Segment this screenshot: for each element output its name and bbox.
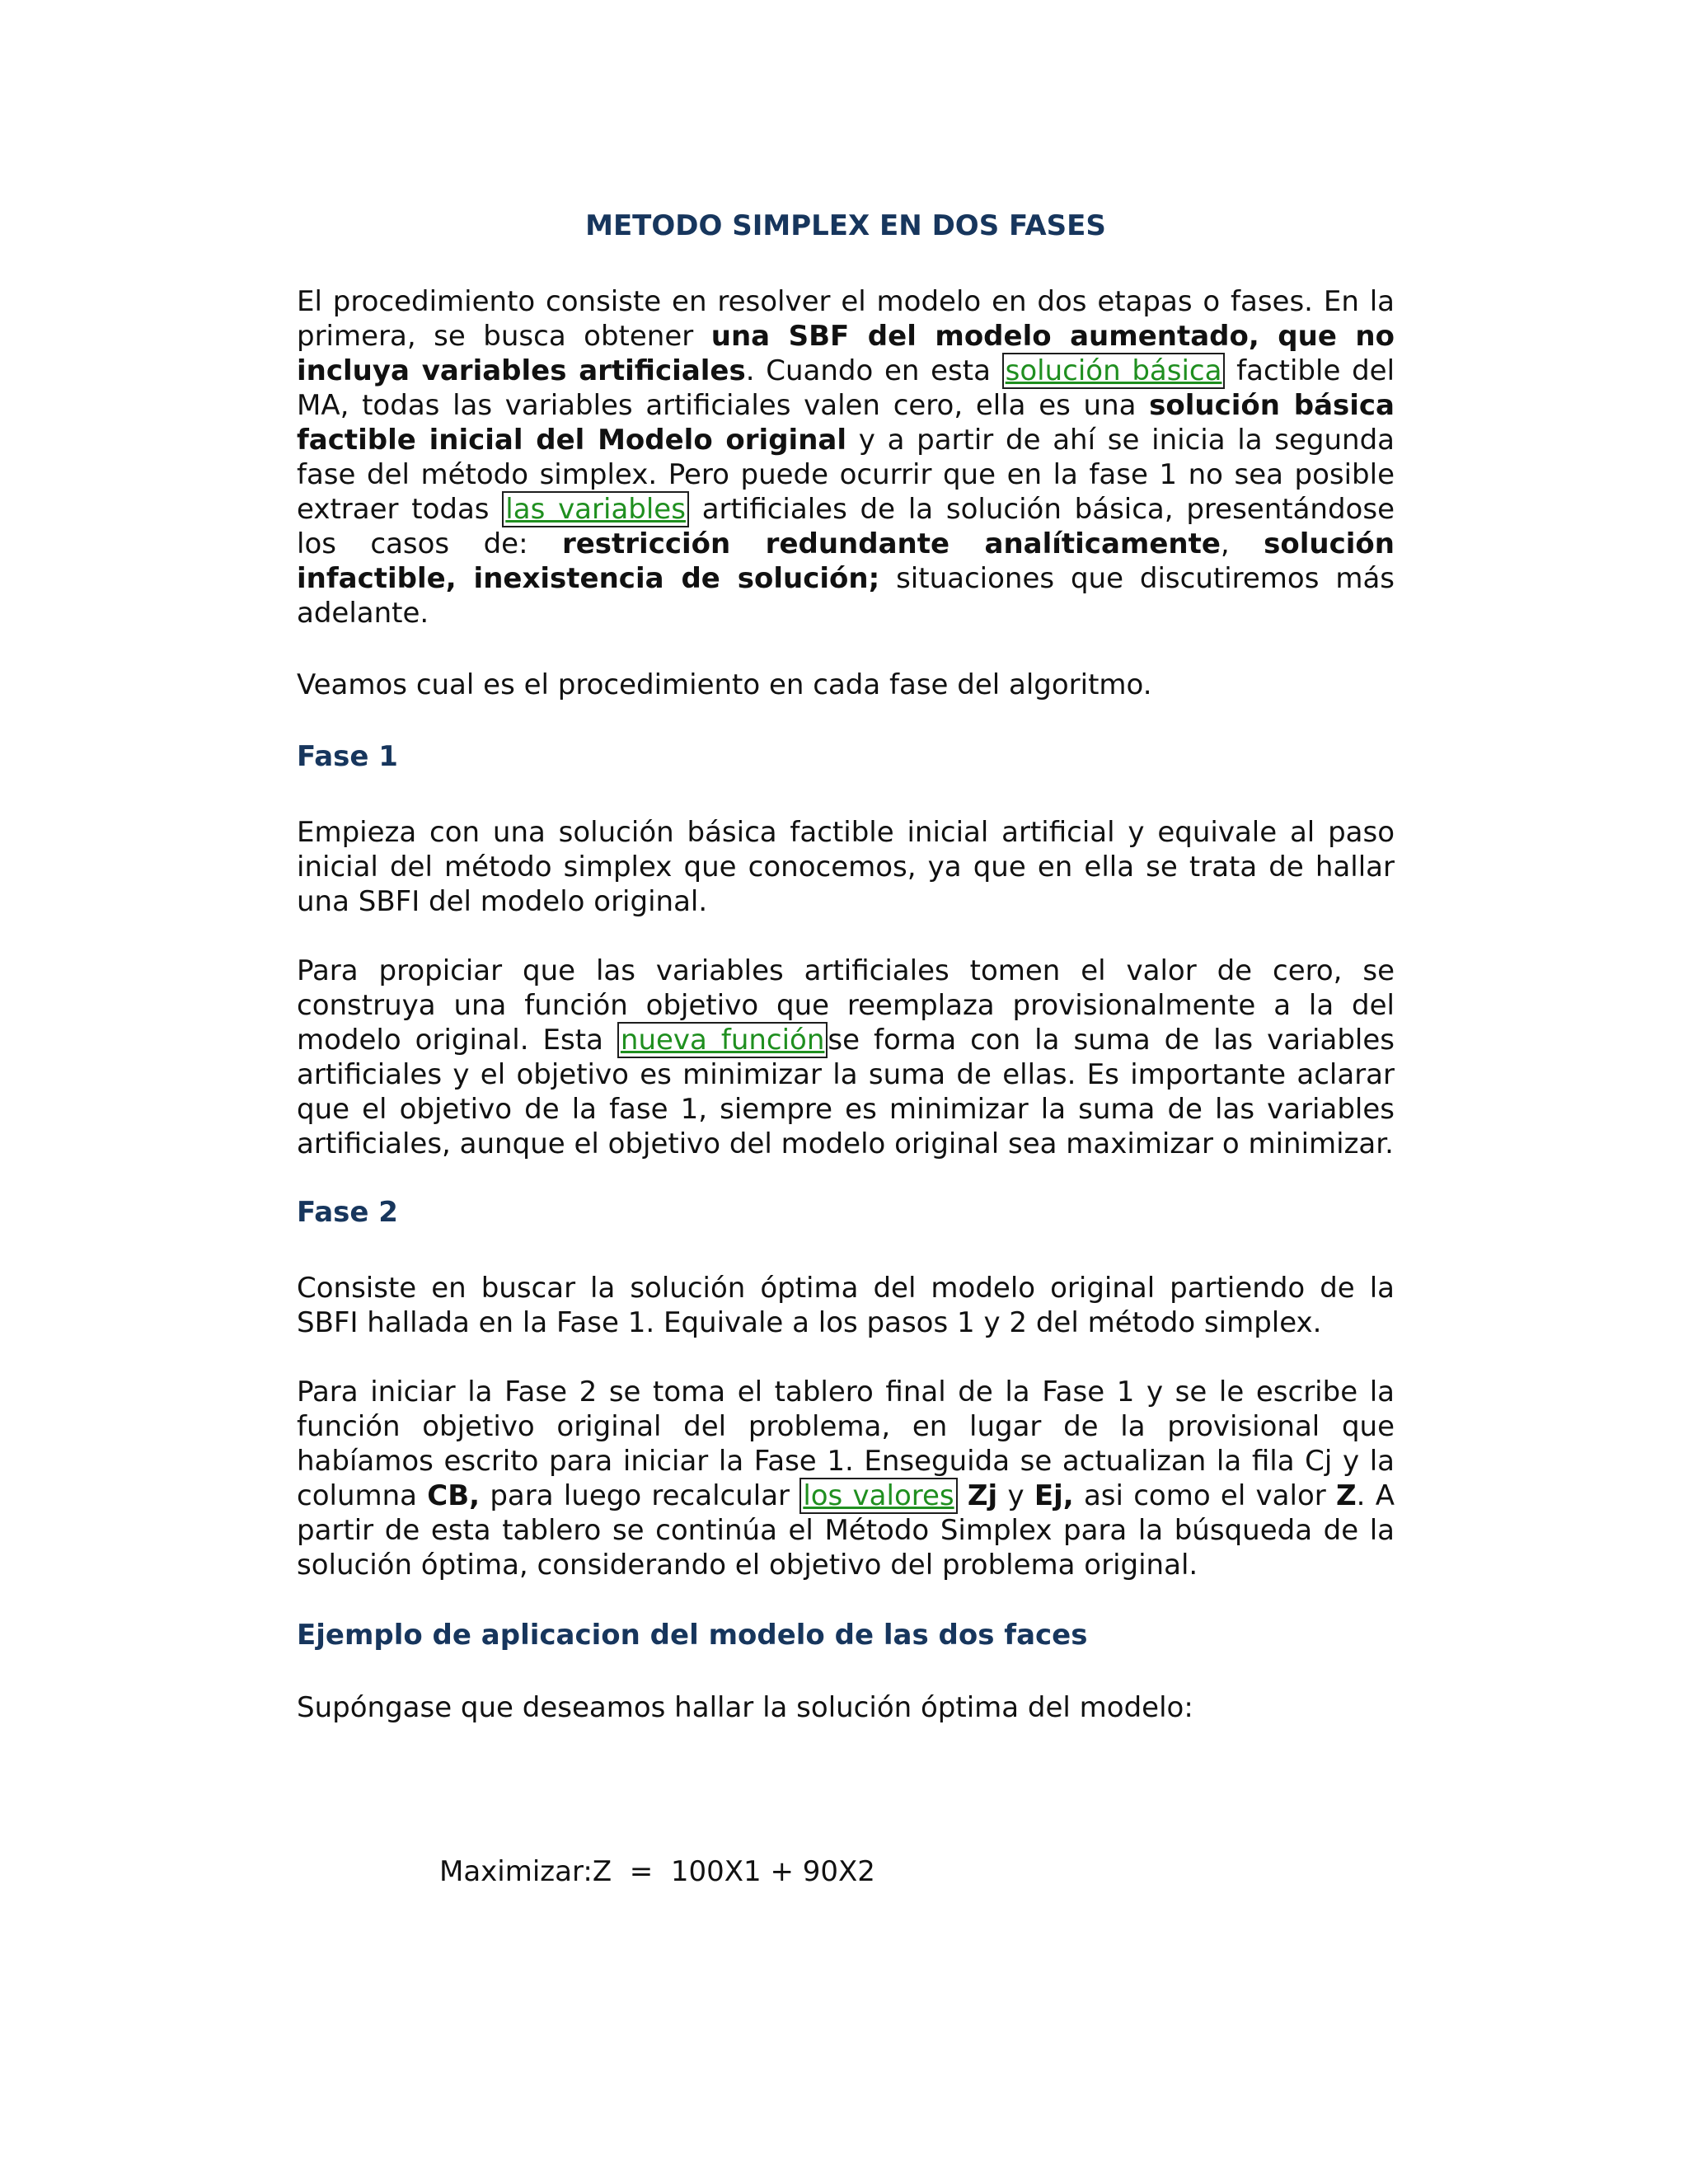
document-title: METODO SIMPLEX EN DOS FASES xyxy=(585,209,1106,242)
text: El procedimiento consiste en resolver el modelo en dos etapas o fases. En la primera, se busca obtener xyxy=(297,285,1395,353)
paragraph-veamos xyxy=(297,668,1395,702)
text: Para propiciar que las variables artificiales tomen el valor de cero, se construya una función objetivo que reemplaza provisionalmente a la del modelo original. Esta xyxy=(297,954,1395,1057)
bold-text: Ej, xyxy=(1034,1479,1074,1512)
paragraph-intro xyxy=(297,284,1395,630)
bold-text: Z xyxy=(1336,1479,1357,1512)
text: Veamos cual es el procedimiento en cada fase del algoritmo. xyxy=(297,668,1152,701)
bold-text: Zj xyxy=(967,1479,998,1512)
text: y a partir de ahí se inicia la segunda fase del método simplex. Pero puede ocurrir que en la fase 1 no sea posible extraer todas xyxy=(297,424,1395,526)
text: factible del MA, todas las variables artificiales valen cero, ella es una xyxy=(297,354,1395,422)
link-nueva-funcion[interactable]: nueva función xyxy=(617,1022,828,1058)
text: situaciones que discutiremos más adelante. xyxy=(297,562,1395,630)
paragraph-funcion-objetivo xyxy=(297,954,1395,1161)
paragraph-fase-1 xyxy=(297,815,1395,919)
text: artificiales de la solución básica, presentándose los casos de: xyxy=(297,493,1395,560)
objective-formula: Maximizar:Z = 100X1 + 90X2 xyxy=(439,1855,875,1888)
text: , xyxy=(1220,527,1264,560)
heading-fase-1 xyxy=(297,739,1395,774)
text: para luego recalcular xyxy=(480,1479,800,1512)
link-los-valores[interactable]: los valores xyxy=(799,1478,957,1514)
heading-fase-2 xyxy=(297,1195,1395,1230)
text: Consiste en buscar la solución óptima del modelo original partiendo de la SBFI hallada en la Fase 1. Equivale a los pasos 1 y 2 del método simplex. xyxy=(297,1272,1395,1339)
paragraph-supongase xyxy=(297,1690,1395,1725)
bold-text: restricción redundante analíticamente xyxy=(561,527,1221,560)
text: . A partir de esta tablero se continúa el Método Simplex para la búsqueda de la solución óptima, considerando el objetivo del problema original. xyxy=(297,1479,1395,1582)
text: se forma con la suma de las variables artificiales y el objetivo es minimizar la suma de ellas. Es importante aclarar que el objetivo de la fase 1, siempre es minimizar la suma de las variables artificiales, aunque el objetivo del modelo original sea maximizar o minimizar. xyxy=(297,1024,1395,1160)
text xyxy=(958,1479,968,1512)
text: asi como el valor xyxy=(1073,1479,1337,1512)
bold-text: solución básica factible inicial del Modelo original xyxy=(297,389,1395,457)
text: Para iniciar la Fase 2 se toma el tablero final de la Fase 1 y se le escribe la función objetivo original del problema, en lugar de la provisional que habíamos escrito para iniciar la Fase 1. Enseguida se actualizan la fila Cj y la columna xyxy=(297,1376,1395,1512)
heading-text: Fase 1 xyxy=(297,740,398,773)
text: Empieza con una solución básica factible inicial artificial y equivale al paso inicial del método simplex que conocemos, ya que en ella se trata de hallar una SBFI del modelo original. xyxy=(297,816,1395,918)
bold-text: una SBF del modelo aumentado, que no incluya variables artificiales xyxy=(297,320,1395,387)
bold-text: solución infactible, inexistencia de solución; xyxy=(297,527,1395,595)
paragraph-iniciar-fase-2 xyxy=(297,1375,1395,1582)
heading-text: Ejemplo de aplicacion del modelo de las dos faces xyxy=(297,1619,1088,1652)
text: . Cuando en esta xyxy=(745,354,1002,387)
text: Supóngase que deseamos hallar la solución óptima del modelo: xyxy=(297,1691,1193,1724)
paragraph-fase-2 xyxy=(297,1271,1395,1340)
heading-text: Fase 2 xyxy=(297,1196,398,1229)
bold-text: CB, xyxy=(427,1479,481,1512)
text: y xyxy=(997,1479,1034,1512)
heading-ejemplo xyxy=(297,1618,1395,1652)
link-las-variables[interactable]: las variables xyxy=(502,491,689,527)
link-solucion-basica[interactable]: solución básica xyxy=(1002,353,1226,389)
